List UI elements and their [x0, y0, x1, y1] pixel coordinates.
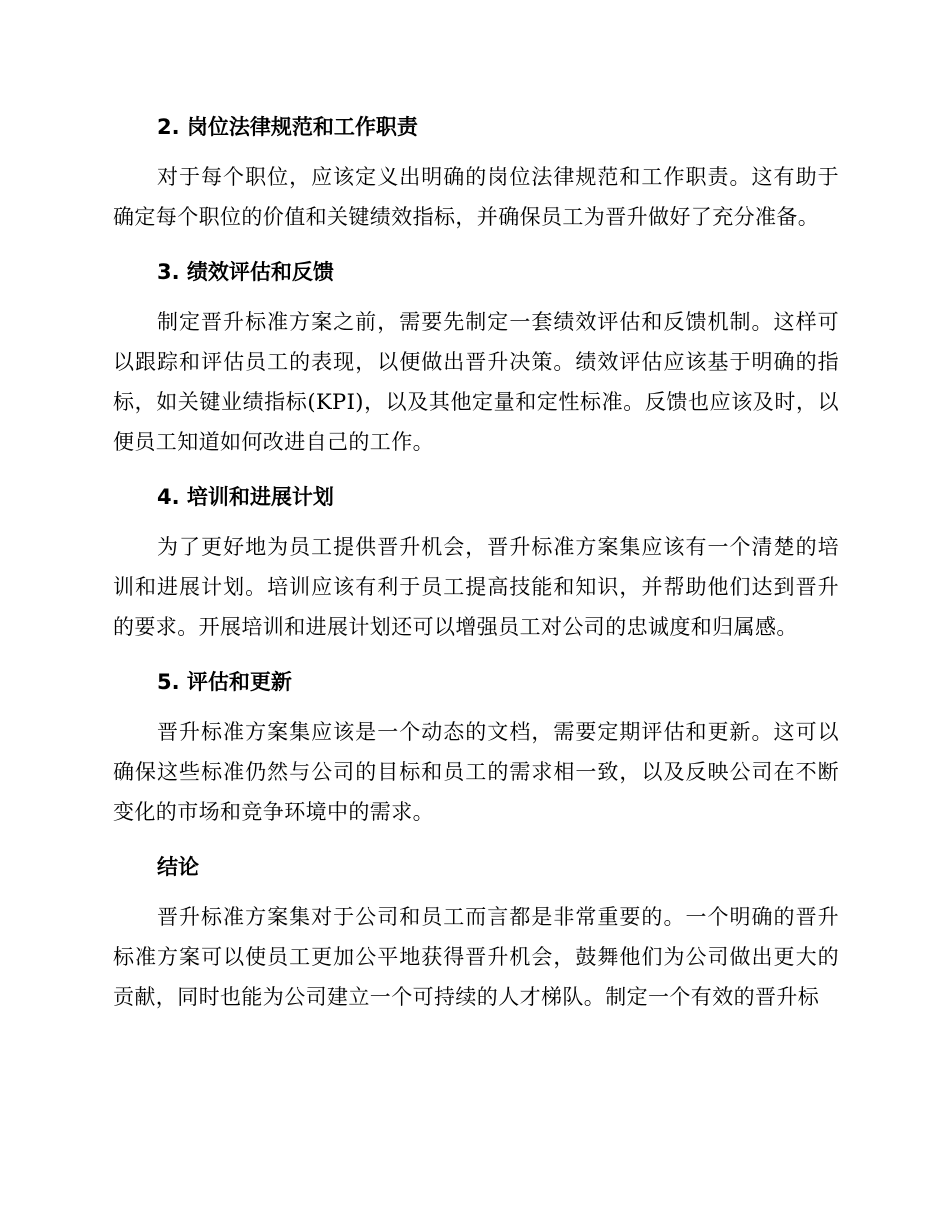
section-job-norms — [113, 110, 839, 237]
section-conclusion — [113, 850, 839, 1017]
section-performance-review — [113, 255, 839, 462]
section-paragraph: 晋升标准方案集对于公司和员工而言都是非常重要的。一个明确的晋升标准方案可以使员工更加公平地获得晋升机会，鼓舞他们为公司做出更大的贡献，同时也能为公司建立一个可持续的人才梯队。制定一个有效的晋升标 — [113, 905, 839, 1009]
section-training-plan — [113, 480, 839, 647]
section-heading: 结论 — [157, 855, 199, 879]
section-paragraph: 制定晋升标准方案之前，需要先制定一套绩效评估和反馈机制。这样可以跟踪和评估员工的表现，以便做出晋升决策。绩效评估应该基于明确的指标，如关键业绩指标(KPI)，以及其他定量和定性标准。反馈也应该及时，以便员工知道如何改进自己的工作。 — [113, 310, 839, 454]
section-paragraph: 为了更好地为员工提供晋升机会，晋升标准方案集应该有一个清楚的培训和进展计划。培训应该有利于员工提高技能和知识，并帮助他们达到晋升的要求。开展培训和进展计划还可以增强员工对公司的忠诚度和归属感。 — [113, 535, 839, 639]
section-heading: 5. 评估和更新 — [157, 670, 292, 694]
section-heading: 4. 培训和进展计划 — [157, 485, 334, 509]
section-heading: 2. 岗位法律规范和工作职责 — [157, 115, 418, 139]
section-paragraph: 对于每个职位，应该定义出明确的岗位法律规范和工作职责。这有助于确定每个职位的价值和关键绩效指标，并确保员工为晋升做好了充分准备。 — [113, 165, 839, 229]
section-heading: 3. 绩效评估和反馈 — [157, 260, 334, 284]
section-paragraph: 晋升标准方案集应该是一个动态的文档，需要定期评估和更新。这可以确保这些标准仍然与公司的目标和员工的需求相一致，以及反映公司在不断变化的市场和竞争环境中的需求。 — [113, 720, 839, 824]
section-review-update — [113, 665, 839, 832]
document-body — [113, 110, 839, 1035]
